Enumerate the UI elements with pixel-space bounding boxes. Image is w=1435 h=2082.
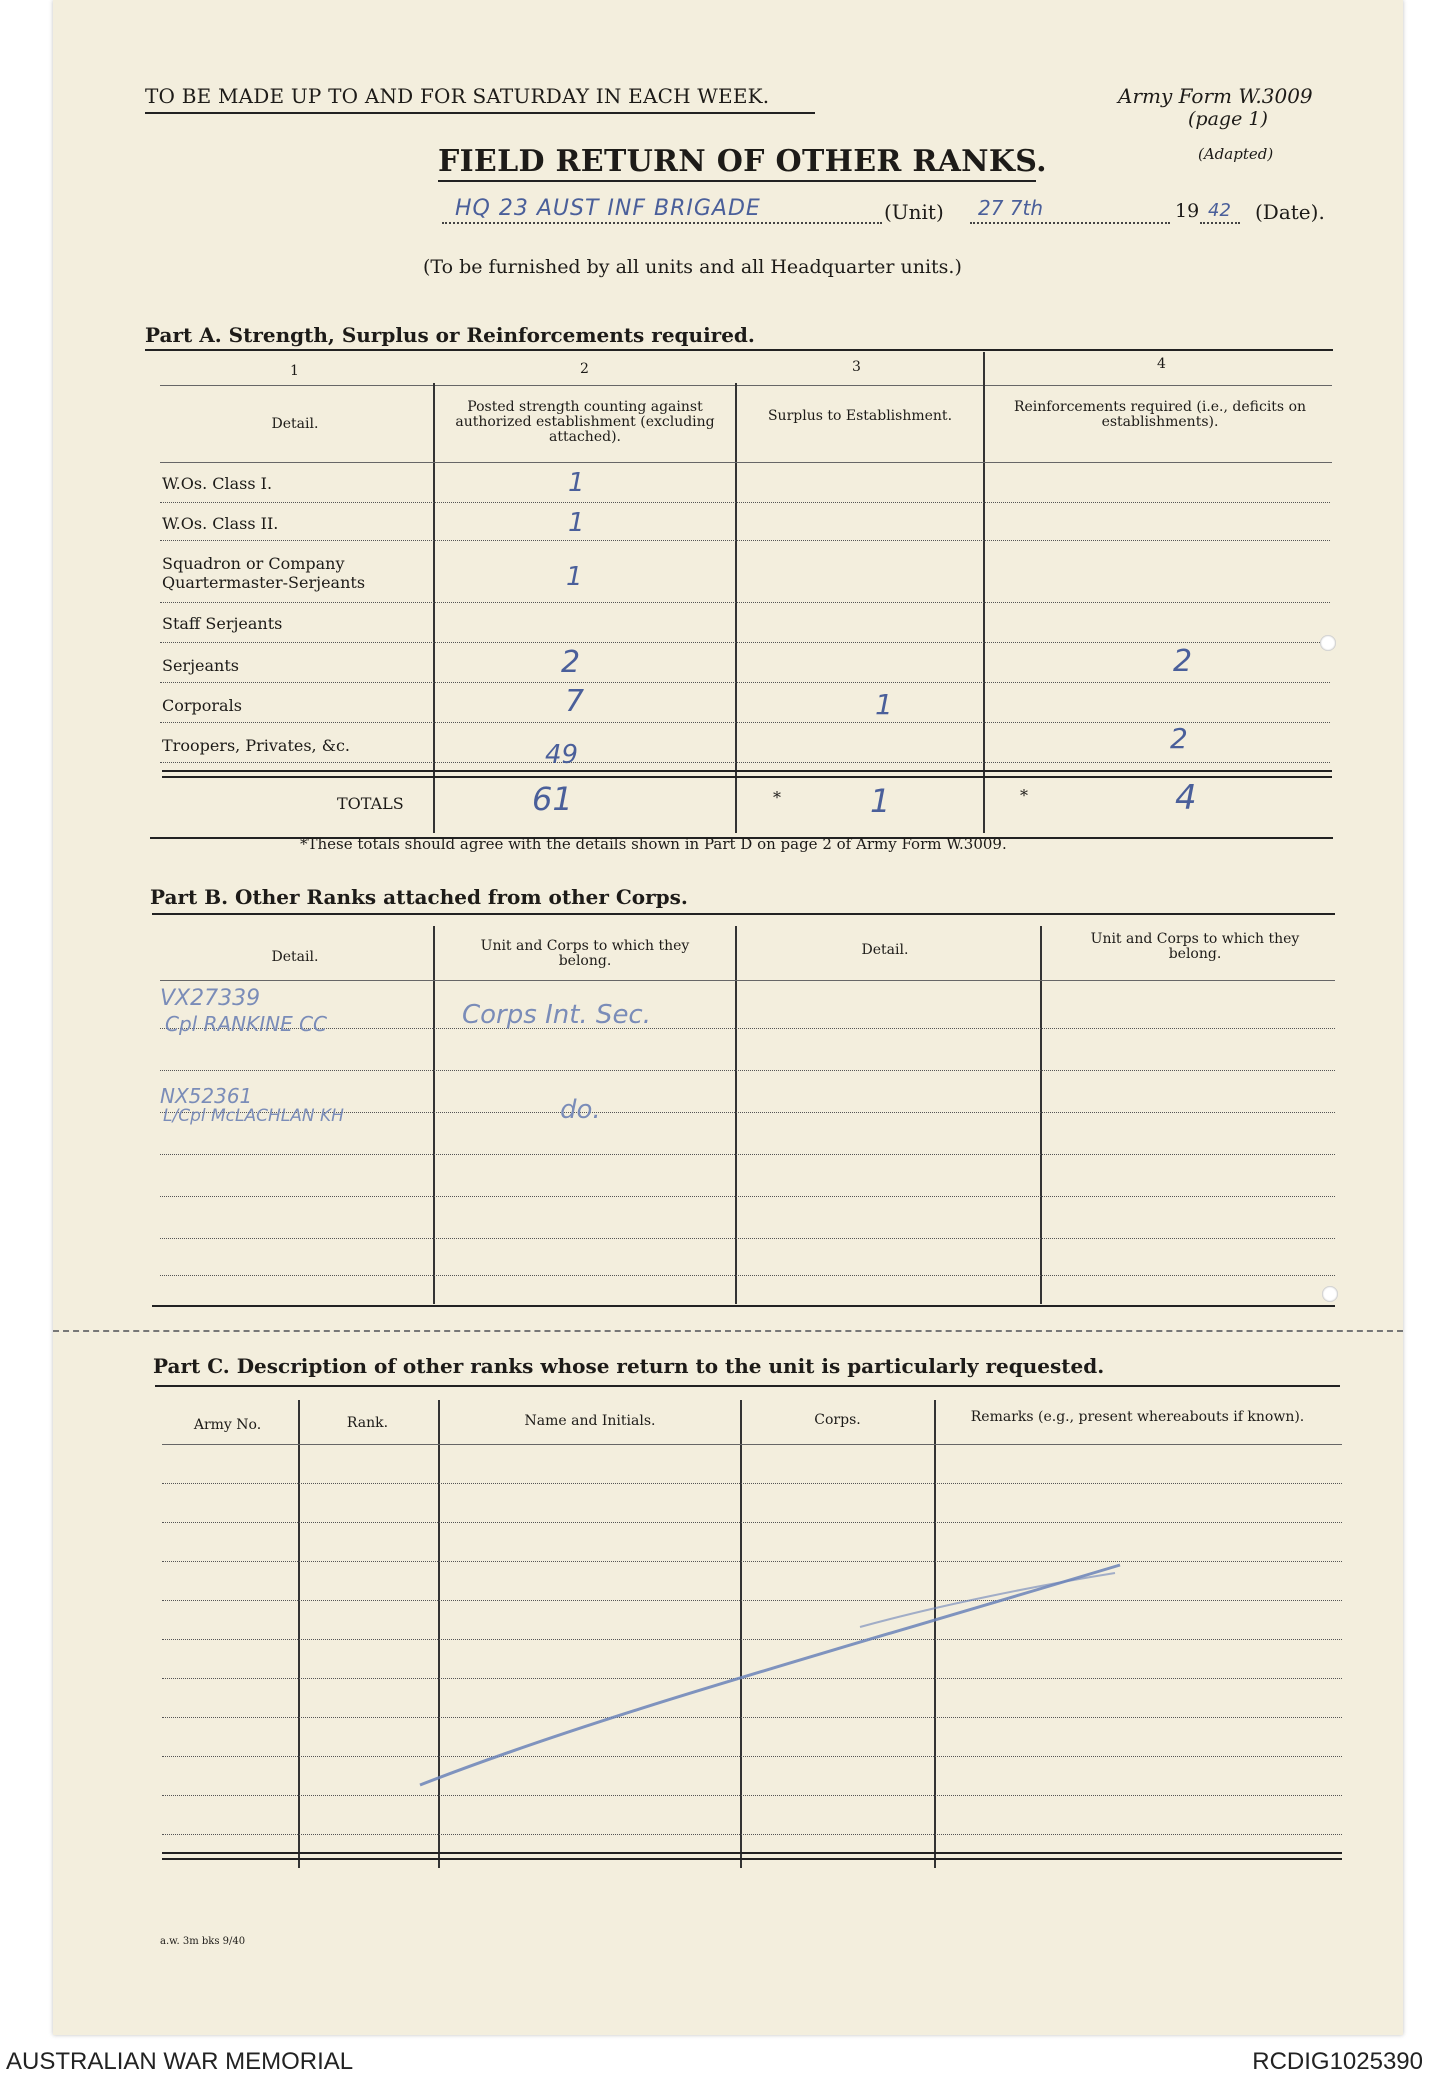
unit-label: (Unit) bbox=[884, 200, 944, 224]
part-a-colnum-3: 3 bbox=[852, 359, 861, 375]
row-rule bbox=[160, 540, 1330, 541]
year-value: 42 bbox=[1208, 200, 1231, 221]
part-b-entry-1-name: Cpl RANKINE CC bbox=[165, 1012, 328, 1036]
year-field-line bbox=[1200, 222, 1240, 224]
surplus-cpl: 1 bbox=[875, 688, 893, 721]
row-rule bbox=[160, 642, 1330, 643]
part-b-head-unit-1: Unit and Corps to which they belong. bbox=[480, 938, 690, 969]
part-c-heading: Part C. Description of other ranks whose return to the unit is particularly requested. bbox=[153, 1354, 1105, 1378]
totals-double-rule bbox=[162, 770, 1332, 772]
part-a-head-surplus: Surplus to Establishment. bbox=[767, 408, 953, 424]
part-b-divider-3 bbox=[1040, 926, 1042, 1304]
reinf-pte: 2 bbox=[1170, 722, 1188, 755]
cancel-stroke-mark bbox=[300, 1545, 1160, 1805]
part-a-colnum-2: 2 bbox=[580, 361, 589, 377]
part-b-entry-1-number: VX27339 bbox=[160, 986, 261, 1011]
part-b-head-detail-2: Detail. bbox=[861, 942, 909, 958]
part-a-heading: Part A. Strength, Surplus or Reinforcements required. bbox=[145, 323, 755, 347]
part-b-bottom-rule bbox=[152, 1305, 1335, 1307]
total-surplus: 1 bbox=[870, 782, 891, 820]
totals-double-rule bbox=[162, 776, 1332, 778]
total-reinf: 4 bbox=[1175, 778, 1197, 818]
part-c-head-rank: Rank. bbox=[346, 1415, 389, 1431]
part-b-row-rule bbox=[160, 1154, 1335, 1155]
part-b-top-rule bbox=[152, 913, 1335, 915]
total-posted: 61 bbox=[532, 780, 573, 818]
instruction-underline bbox=[145, 112, 815, 114]
part-a-divider-1 bbox=[433, 383, 435, 833]
part-a-colnum-4: 4 bbox=[1157, 356, 1166, 372]
part-c-head-corps: Corps. bbox=[814, 1412, 861, 1428]
part-a-head-posted: Posted strength counting against authorized establishment (excluding attached). bbox=[455, 399, 715, 445]
row-label-wo1: W.Os. Class I. bbox=[162, 474, 273, 493]
part-b-entry-2-unit: do. bbox=[560, 1095, 601, 1125]
archive-footer bbox=[0, 2040, 1435, 2082]
form-page: (page 1) bbox=[1188, 108, 1268, 130]
posted-pte: 49 bbox=[545, 740, 579, 770]
unit-value: HQ 23 AUST INF BRIGADE bbox=[455, 196, 761, 221]
part-b-entry-1-unit: Corps Int. Sec. bbox=[462, 1000, 651, 1030]
row-label-cpl: Corporals bbox=[162, 696, 242, 715]
print-code: a.w. 3m bks 9/40 bbox=[160, 1936, 246, 1947]
part-b-divider-1 bbox=[433, 926, 435, 1304]
part-a-head-detail: Detail. bbox=[271, 416, 319, 432]
part-b-row-rule bbox=[160, 1070, 1335, 1071]
page-title: FIELD RETURN OF OTHER RANKS. bbox=[438, 144, 1047, 179]
perforation-line bbox=[53, 1330, 1403, 1332]
posted-cpl: 7 bbox=[565, 684, 585, 719]
date-value: 27 7th bbox=[978, 196, 1044, 220]
row-rule bbox=[160, 762, 1330, 763]
footer-record-id: RCDIG1025390 bbox=[1252, 2048, 1423, 2075]
punch-hole bbox=[1320, 635, 1336, 651]
posted-cqms: 1 bbox=[566, 562, 583, 592]
part-a-divider-2 bbox=[735, 383, 737, 833]
part-b-head-detail-1: Detail. bbox=[271, 949, 319, 965]
part-c-head-army-no: Army No. bbox=[193, 1417, 262, 1433]
part-a-header-rule bbox=[160, 462, 1332, 463]
part-c-head-remarks: Remarks (e.g., present whereabouts if known). bbox=[970, 1409, 1305, 1425]
punch-hole bbox=[1322, 1286, 1338, 1302]
posted-wo2: 1 bbox=[568, 508, 585, 538]
part-b-heading: Part B. Other Ranks attached from other Corps. bbox=[150, 885, 688, 909]
part-a-divider-3 bbox=[983, 352, 985, 833]
part-a-head-reinf: Reinforcements required (i.e., deficits on establishments). bbox=[1013, 399, 1307, 430]
date-field-line bbox=[970, 222, 1170, 224]
part-c-row-rule bbox=[162, 1522, 1342, 1523]
row-rule bbox=[160, 682, 1330, 683]
part-b-divider-2 bbox=[735, 926, 737, 1304]
footnote: *These totals should agree with the details shown in Part D on page 2 of Army Form W.3009. bbox=[300, 835, 1007, 853]
part-b-head-unit-2: Unit and Corps to which they belong. bbox=[1090, 931, 1300, 962]
row-label-cqms: Squadron or Company Quartermaster-Serjeants bbox=[162, 554, 366, 592]
form-id: Army Form W.3009 bbox=[1118, 84, 1313, 108]
reinf-sjt: 2 bbox=[1173, 644, 1193, 679]
posted-sjt: 2 bbox=[561, 645, 581, 680]
part-c-row-rule bbox=[162, 1483, 1342, 1484]
part-c-head-name: Name and Initials. bbox=[524, 1413, 656, 1429]
part-a-colnum-1: 1 bbox=[290, 363, 299, 379]
asterisk-reinf: * bbox=[1020, 786, 1028, 805]
asterisk-surplus: * bbox=[773, 788, 781, 807]
unit-field-line bbox=[442, 222, 882, 224]
part-c-row-rule bbox=[162, 1834, 1342, 1835]
part-b-row-rule bbox=[160, 1238, 1335, 1239]
part-b-row-rule bbox=[160, 1196, 1335, 1197]
furnish-note: (To be furnished by all units and all Headquarter units.) bbox=[423, 256, 962, 278]
part-b-row-rule bbox=[160, 1275, 1335, 1276]
instruction-text: TO BE MADE UP TO AND FOR SATURDAY IN EACH WEEK. bbox=[145, 84, 770, 108]
totals-label: TOTALS bbox=[337, 794, 404, 813]
row-rule bbox=[160, 502, 1330, 503]
footer-institution: AUSTRALIAN WAR MEMORIAL bbox=[6, 2048, 354, 2075]
part-b-entry-2-number: NX52361 bbox=[160, 1084, 253, 1108]
part-c-top-rule bbox=[155, 1385, 1340, 1387]
form-note: (Adapted) bbox=[1198, 145, 1274, 163]
part-c-double-rule bbox=[162, 1858, 1342, 1860]
row-label-pte: Troopers, Privates, &c. bbox=[162, 736, 351, 755]
row-rule bbox=[160, 722, 1330, 723]
row-label-sjt: Serjeants bbox=[162, 656, 239, 675]
part-c-double-rule bbox=[162, 1852, 1342, 1854]
part-c-header-rule bbox=[162, 1444, 1342, 1445]
part-b-row-rule bbox=[160, 1028, 1335, 1029]
part-b-entry-2-name: L/Cpl McLACHLAN KH bbox=[163, 1106, 344, 1126]
year-prefix: 19 bbox=[1175, 200, 1200, 222]
title-underline bbox=[438, 180, 1036, 182]
part-a-top-rule bbox=[145, 349, 1333, 351]
part-a-num-rule bbox=[160, 385, 1332, 386]
row-rule bbox=[160, 602, 1330, 603]
row-label-wo2: W.Os. Class II. bbox=[162, 514, 279, 533]
posted-wo1: 1 bbox=[568, 468, 585, 498]
date-label: (Date). bbox=[1255, 200, 1325, 224]
row-label-staff-sjt: Staff Serjeants bbox=[162, 614, 283, 633]
part-b-header-rule bbox=[160, 980, 1335, 981]
